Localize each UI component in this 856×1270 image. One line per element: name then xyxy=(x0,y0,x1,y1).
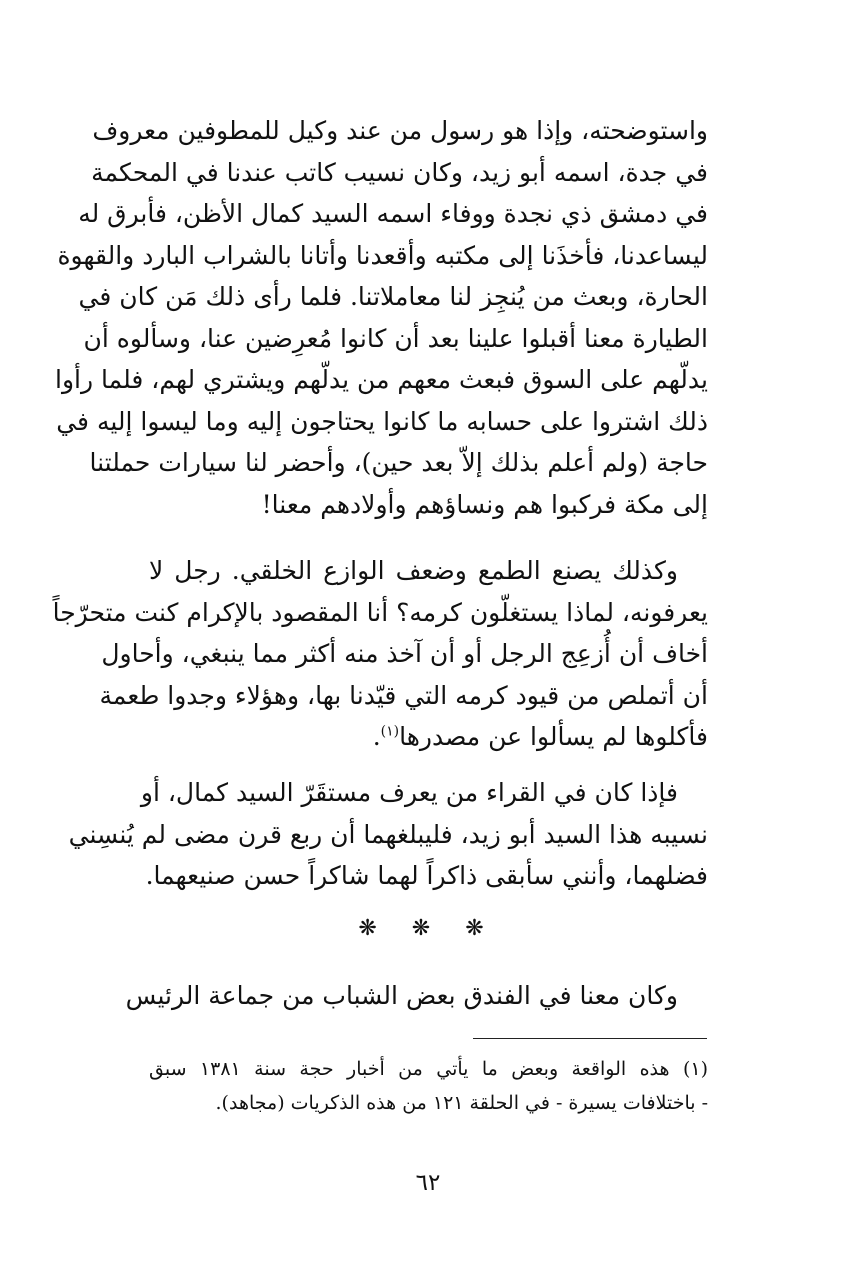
paragraph-1 xyxy=(55,110,708,525)
footnote-line: - باختلافات يسيرة - في الحلقة ١٢١ من هذه الذكريات (مجاهد). xyxy=(215,1092,708,1114)
text-line: ليساعدنا، فأخذَنا إلى مكتبه وأقعدنا وأتانا بالشراب البارد والقهوة xyxy=(57,240,708,270)
text-line: يعرفونه، لماذا يستغلّون كرمه؟ أنا المقصود بالإكرام كنت متحرّجاً xyxy=(52,597,708,627)
text-line: إلى مكة فركبوا هم ونساؤهم وأولادهم معنا! xyxy=(261,489,708,519)
text-line: الطيارة معنا أقبلوا علينا بعد أن كانوا مُعرِضين عنا، وسألوه أن xyxy=(83,323,708,353)
paragraph-4 xyxy=(125,975,708,1017)
text-line: ذلك اشتروا على حسابه ما كانوا يحتاجون إليه وما ليسوا إليه في xyxy=(56,406,708,436)
page-number: ٦٢ xyxy=(415,1170,441,1196)
text-line: وكان معنا في الفندق بعض الشباب من جماعة الرئيس xyxy=(125,981,678,1010)
text-line: فضلهما، وأنني سأبقى ذاكراً لهما شاكراً حسن صنيعهما. xyxy=(145,861,708,890)
text-line: في دمشق ذي نجدة ووفاء اسمه السيد كمال الأظن، فأبرق له xyxy=(78,199,708,228)
text-line: في جدة، اسمه أبو زيد، وكان نسيب كاتب عندنا في المحكمة xyxy=(91,157,708,187)
footnote-rule xyxy=(473,1038,707,1039)
paragraph-3 xyxy=(68,772,708,897)
paragraph-2 xyxy=(52,550,708,758)
text-line: أخاف أن أُزعِج الرجل أو أن آخذ منه أكثر مما ينبغي، وأحاول xyxy=(101,639,708,668)
text-fragment: . xyxy=(372,722,381,751)
text-line: وكذلك يصنع الطمع وضعف الوازع الخلقي. رجل لا xyxy=(149,556,678,585)
footnote-line: (١) هذه الواقعة وبعض ما يأتي من أخبار حجة سنة ١٣٨١ سبق xyxy=(149,1058,708,1080)
text-line: الحارة، وبعث من يُنجِز لنا معاملاتنا. فلما رأى ذلك مَن كان في xyxy=(78,282,708,311)
text-line: نسيبه هذا السيد أبو زيد، فليبلغهما أن ربع قرن مضى لم يُنسِني xyxy=(68,819,708,849)
text-line: يدلّهم على السوق فبعث معهم من يدلّهم ويشتري لهم، فلما رأوا xyxy=(55,365,708,394)
footnote xyxy=(149,1052,708,1120)
text-line: فإذا كان في القراء من يعرف مستقَرّ السيد كمال، أو xyxy=(140,778,678,807)
section-separator: ❋ ❋ ❋ xyxy=(358,916,498,941)
footnote-marker[interactable]: (١) xyxy=(380,723,400,740)
text-fragment: فأكلوها لم يسألوا عن مصدرها xyxy=(399,722,708,751)
text-line: حاجة (ولم أعلم بذلك إلاّ بعد حين)، وأحضر لنا سيارات حملتنا xyxy=(89,448,708,477)
text-line: واستوضحته، وإذا هو رسول من عند وكيل للمطوفين معروف xyxy=(92,116,708,145)
text-line: أن أتملص من قيود كرمه التي قيّدنا بها، وهؤلاء وجدوا طعمة xyxy=(99,680,708,710)
text-line xyxy=(149,716,708,758)
